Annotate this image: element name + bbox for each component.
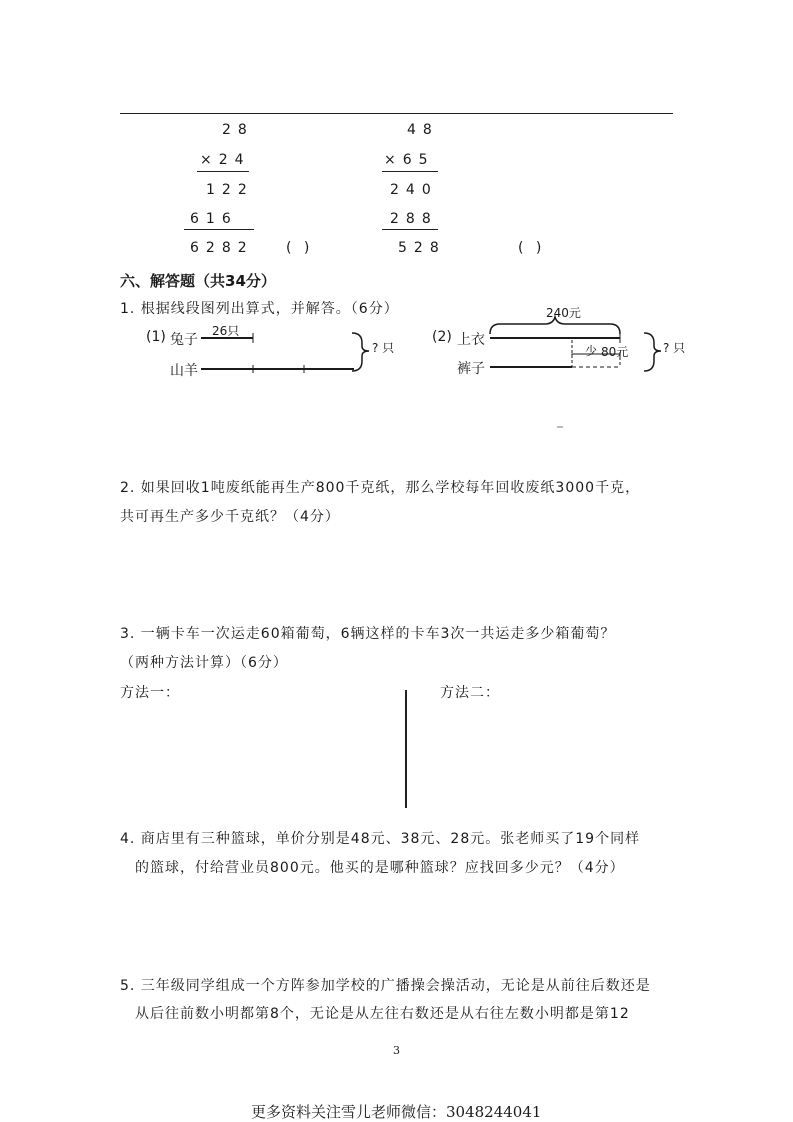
calc-left-row1: 28 — [222, 122, 254, 138]
q1-d2-row2: 裤子 — [457, 361, 485, 377]
calc-left-rule2 — [184, 229, 254, 230]
q2-line1: 2. 如果回收1吨废纸能再生产800千克纸，那么学校每年回收废纸3000千克， — [120, 480, 641, 496]
q1-d2-total: ? 只 — [663, 341, 686, 355]
q3-divider — [405, 690, 407, 808]
footer-promo: 更多资料关注雪儿老师微信：3048244041 — [251, 1103, 542, 1121]
calc-right-row4: 288 — [390, 211, 438, 227]
q1-d2-label: (2) — [432, 329, 452, 345]
calc-left-paren: ( ) — [286, 240, 314, 256]
calc-right-row2: ×65 — [384, 152, 435, 168]
page-number: 3 — [393, 1044, 400, 1057]
calc-left-row2: ×24 — [200, 152, 251, 168]
q3-line2: （两种方法计算）（6分） — [120, 655, 288, 671]
q2-line2: 共可再生产多少千克纸？（4分） — [120, 509, 340, 525]
top-rule — [120, 113, 673, 114]
q1-d2-brace — [644, 333, 661, 371]
calc-left-result: 6282 — [190, 240, 254, 256]
calc-right-rule2 — [382, 229, 438, 230]
q1-d1-label: (1) — [146, 329, 166, 345]
q1-d1-brace — [352, 333, 369, 371]
calc-left-row4: 616 — [190, 211, 238, 227]
q5-line2: 从后往前数小明都第8个，无论是从左往右数还是从右往左数小明都是第12 — [135, 1006, 630, 1022]
q5-line1: 5. 三年级同学组成一个方阵参加学校的广播操会操活动，无论是从前往后数还是 — [120, 978, 651, 994]
calc-right-paren: ( ) — [518, 240, 546, 256]
q1-d1-row1-value: 26只 — [212, 324, 240, 338]
calc-left-row3: 122 — [206, 182, 254, 198]
section-title: 六、解答题（共34分） — [120, 272, 276, 290]
q4-line1: 4. 商店里有三种篮球，单价分别是48元、38元、28元。张老师买了19个同样 — [120, 831, 641, 847]
q3-method1: 方法一： — [120, 685, 180, 701]
calc-right-rule1 — [382, 171, 438, 172]
q1-d1-row1: 兔子 — [170, 332, 198, 348]
q1-d1-row2: 山羊 — [170, 363, 198, 379]
q1-d2-less-value: 80元 — [601, 345, 629, 359]
q1-text: 1. 根据线段图列出算式，并解答。（6分） — [120, 301, 399, 317]
calc-right-result: 528 — [398, 240, 446, 256]
q1-d2-less-label: 少 — [585, 344, 598, 358]
calc-left-rule1 — [197, 171, 249, 172]
calc-right-row3: 240 — [390, 182, 438, 198]
q4-line2: 的篮球，付给营业员800元。他买的是哪种篮球？应找回多少元？（4分） — [135, 860, 625, 876]
q3-method2: 方法二： — [440, 685, 500, 701]
q1-d2-top-value: 240元 — [546, 306, 581, 320]
q1-d2-row1: 上衣 — [457, 332, 485, 348]
q3-line1: 3. 一辆卡车一次运走60箱葡萄，6辆这样的卡车3次一共运走多少箱葡萄？ — [120, 626, 616, 642]
calc-right-row1: 48 — [407, 122, 439, 138]
q1-d1-total: ? 只 — [372, 341, 395, 355]
